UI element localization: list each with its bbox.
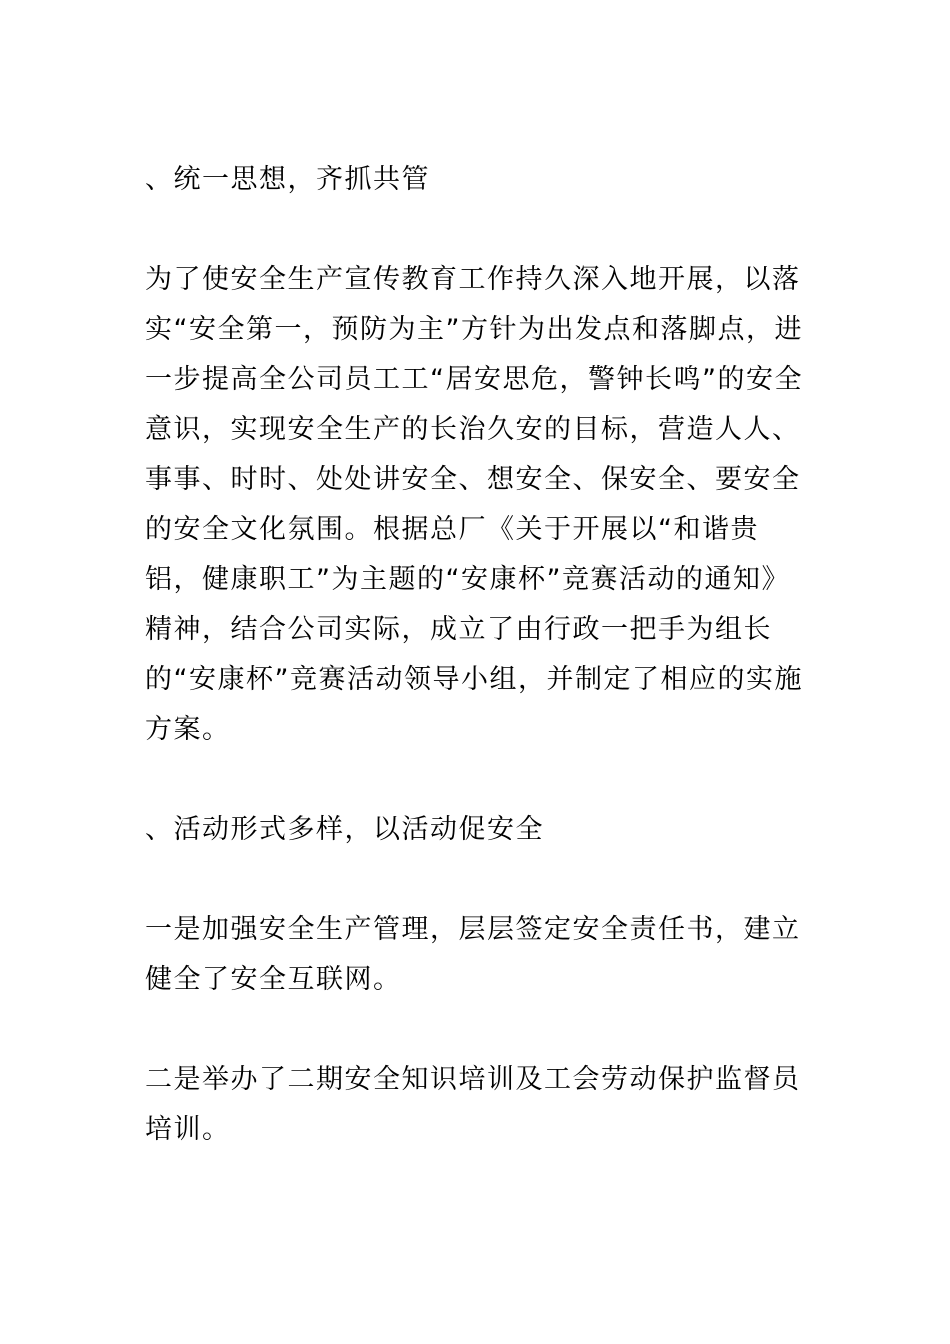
body-paragraph-safety-education: 为了使安全生产宣传教育工作持久深入地开展，以落实“安全第一，预防为主”方针为出发点和落脚点，进一步提高全公司员工工“居安思危，警钟长鸣”的安全意识，实现安全生产的长治久安的目标，营造人人、事事、时时、处处讲安全、想安全、保安全、要安全的安全文化氛围。根据总厂《关于开展以“和谐贵铝，健康职工”为主题的“安康杯”竞赛活动的通知》精神，结合公司实际，成立了由行政一把手为组长的“安康杯”竞赛活动领导小组，并制定了相应的实施方案。 xyxy=(145,264,803,745)
section-heading-diverse-activities: 、活动形式多样，以活动促安全 xyxy=(145,814,544,845)
body-paragraph-safety-training: 二是举办了二期安全知识培训及工会劳动保护监督员培训。 xyxy=(145,1064,801,1145)
body-paragraph-safety-management: 一是加强安全生产管理，层层签定安全责任书，建立健全了安全互联网。 xyxy=(145,914,801,995)
section-heading-unified-thinking: 、统一思想，齐抓共管 xyxy=(145,164,430,195)
